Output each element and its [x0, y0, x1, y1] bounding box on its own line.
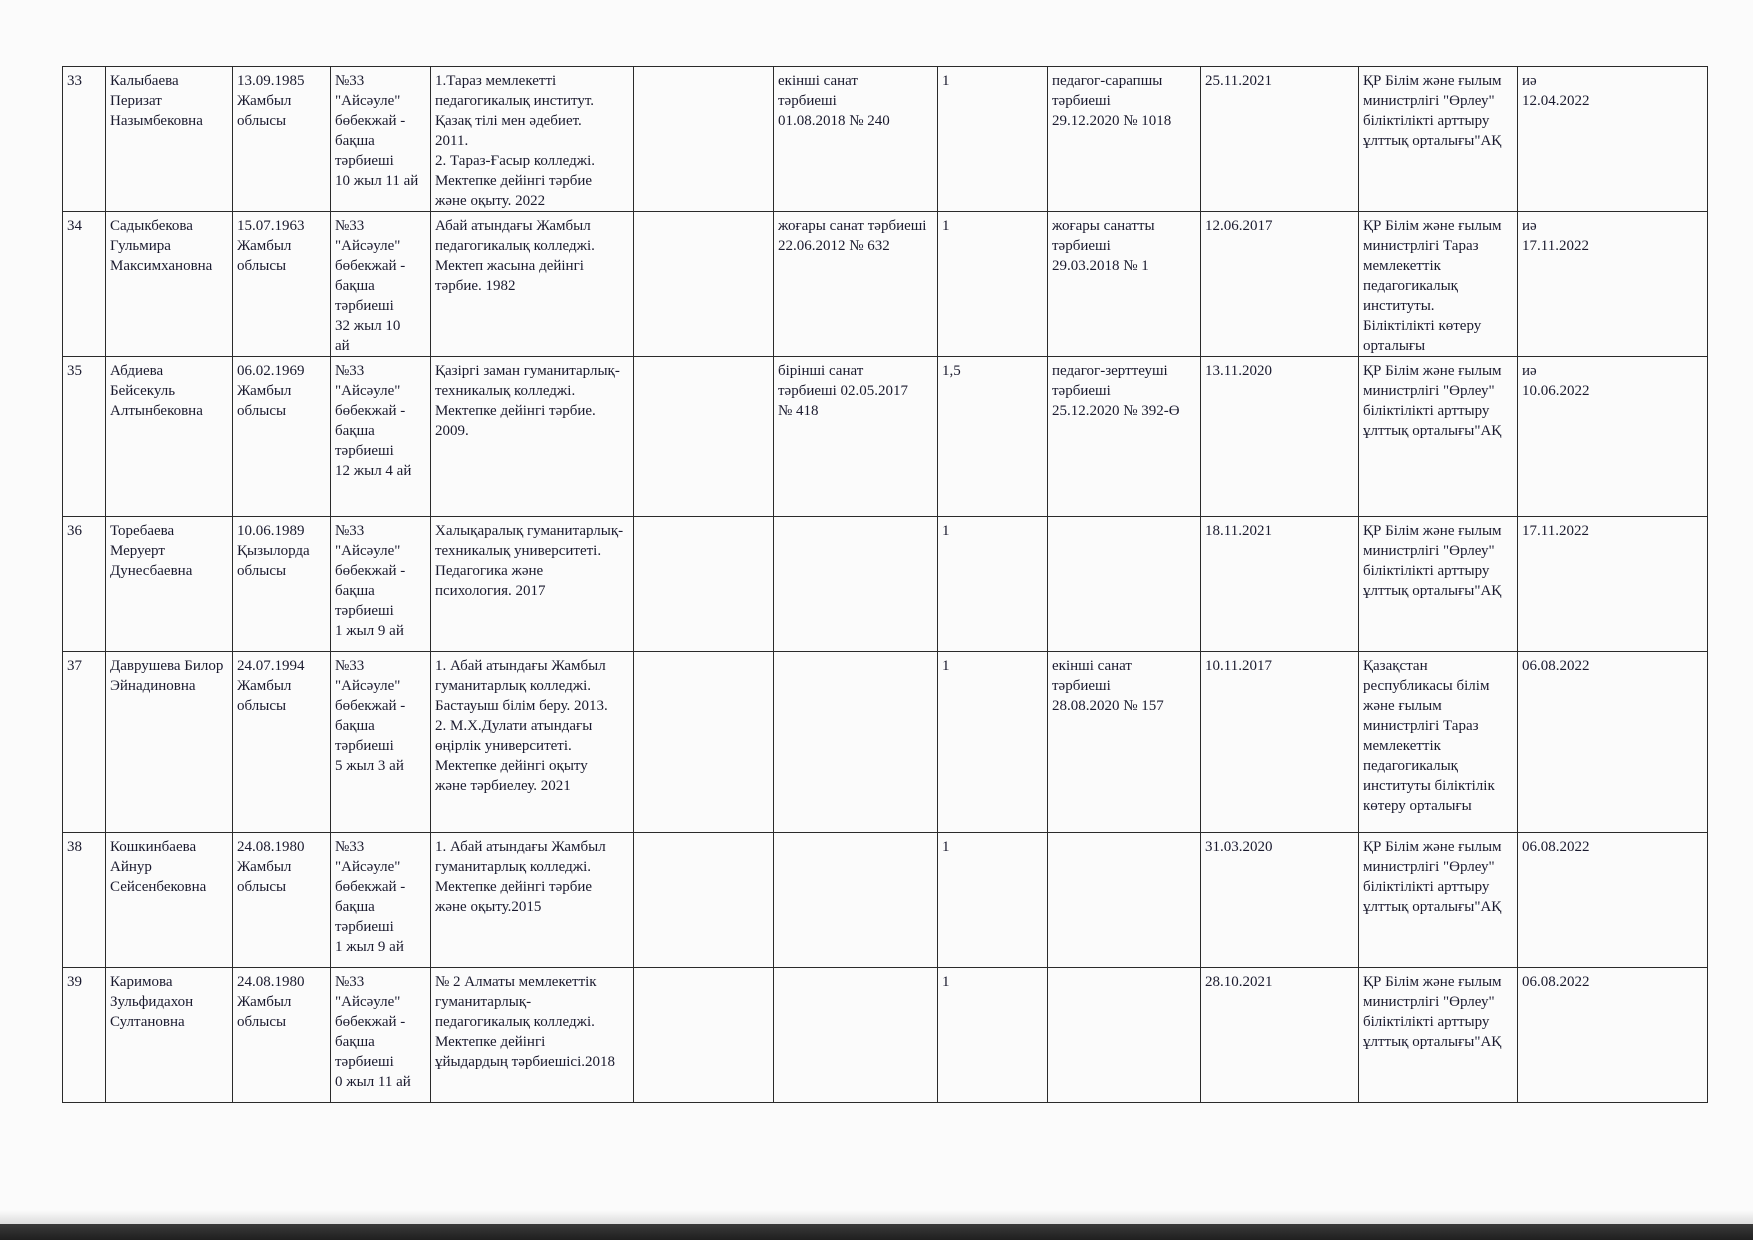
- table-row: [63, 968, 1708, 1103]
- course-provider: ҚР Білім және ғылым министрлігі "Өрлеу" біліктілікті арттыру ұлттық орталығы"АҚ: [1359, 357, 1518, 517]
- last-column: иә 10.06.2022: [1518, 357, 1708, 517]
- last-column: иә 12.04.2022: [1518, 67, 1708, 212]
- empty-cell: [634, 833, 774, 968]
- scanner-edge: [0, 1224, 1753, 1240]
- course-date: 25.11.2021: [1201, 67, 1359, 212]
- empty-cell: [634, 652, 774, 833]
- rate: 1: [938, 67, 1048, 212]
- full-name: Калыбаева Перизат Назымбековна: [106, 67, 233, 212]
- birth-date-region: 24.08.1980 Жамбыл облысы: [233, 833, 331, 968]
- education: 1. Абай атындағы Жамбыл гуманитарлық колледжі. Мектепке дейінгі тәрбие және оқыту.2015: [431, 833, 634, 968]
- last-column: 06.08.2022: [1518, 652, 1708, 833]
- qualification: педагог-сарапшы тәрбиеші 29.12.2020 № 1018: [1048, 67, 1201, 212]
- empty-cell: [634, 968, 774, 1103]
- last-column: 06.08.2022: [1518, 968, 1708, 1103]
- position-experience: №33 "Айсәуле" бөбекжай - бақша тәрбиеші 0 жыл 11 ай: [331, 968, 431, 1103]
- course-provider: ҚР Білім және ғылым министрлігі "Өрлеу" біліктілікті арттыру ұлттық орталығы"АҚ: [1359, 67, 1518, 212]
- row-number: 39: [63, 968, 106, 1103]
- position-experience: №33 "Айсәуле" бөбекжай - бақша тәрбиеші 5 жыл 3 ай: [331, 652, 431, 833]
- education: Абай атындағы Жамбыл педагогикалық колледжі. Мектеп жасына дейінгі тәрбие. 1982: [431, 212, 634, 357]
- birth-date-region: 24.08.1980 Жамбыл облысы: [233, 968, 331, 1103]
- course-provider: ҚР Білім және ғылым министрлігі "Өрлеу" біліктілікті арттыру ұлттық орталығы"АҚ: [1359, 517, 1518, 652]
- education: Қазіргі заман гуманитарлық- техникалық колледжі. Мектепке дейінгі тәрбие. 2009.: [431, 357, 634, 517]
- full-name: Садыкбекова Гульмира Максимхановна: [106, 212, 233, 357]
- table-row: [63, 517, 1708, 652]
- empty-cell: [634, 212, 774, 357]
- position-experience: №33 "Айсәуле" бөбекжай - бақша тәрбиеші 12 жыл 4 ай: [331, 357, 431, 517]
- full-name: Абдиева Бейсекуль Алтынбековна: [106, 357, 233, 517]
- last-column: иә 17.11.2022: [1518, 212, 1708, 357]
- education: Халықаралық гуманитарлық- техникалық университеті. Педагогика және психология. 2017: [431, 517, 634, 652]
- table-row: [63, 212, 1708, 357]
- position-experience: №33 "Айсәуле" бөбекжай - бақша тәрбиеші 1 жыл 9 ай: [331, 517, 431, 652]
- course-provider: ҚР Білім және ғылым министрлігі "Өрлеу" біліктілікті арттыру ұлттық орталығы"АҚ: [1359, 833, 1518, 968]
- table-row: [63, 652, 1708, 833]
- last-column: 06.08.2022: [1518, 833, 1708, 968]
- category: екінші санат тәрбиеші 01.08.2018 № 240: [774, 67, 938, 212]
- full-name: Кошкинбаева Айнур Сейсенбековна: [106, 833, 233, 968]
- scanner-shadow: [0, 1210, 1753, 1224]
- education: 1. Абай атындағы Жамбыл гуманитарлық колледжі. Бастауыш білім беру. 2013. 2. М.Х.Дулати атындағы өңірлік университеті. Мектепке дейінгі оқыту және тәрбиелеу. 2021: [431, 652, 634, 833]
- row-number: 37: [63, 652, 106, 833]
- category: [774, 652, 938, 833]
- course-date: 31.03.2020: [1201, 833, 1359, 968]
- rate: 1: [938, 968, 1048, 1103]
- category: [774, 833, 938, 968]
- row-number: 34: [63, 212, 106, 357]
- rate: 1: [938, 517, 1048, 652]
- empty-cell: [634, 517, 774, 652]
- qualification: педагог-зерттеуші тәрбиеші 25.12.2020 № 392-Ө: [1048, 357, 1201, 517]
- position-experience: №33 "Айсәуле" бөбекжай - бақша тәрбиеші 10 жыл 11 ай: [331, 67, 431, 212]
- staff-table: [62, 66, 1708, 1103]
- course-provider: ҚР Білім және ғылым министрлігі Тараз мемлекеттік педагогикалық институты. Біліктілікті көтеру орталығы: [1359, 212, 1518, 357]
- qualification: екінші санат тәрбиеші 28.08.2020 № 157: [1048, 652, 1201, 833]
- birth-date-region: 15.07.1963 Жамбыл облысы: [233, 212, 331, 357]
- category: [774, 968, 938, 1103]
- category: [774, 517, 938, 652]
- table-row: [63, 357, 1708, 517]
- course-provider: ҚР Білім және ғылым министрлігі "Өрлеу" біліктілікті арттыру ұлттық орталығы"АҚ: [1359, 968, 1518, 1103]
- qualification: жоғары санатты тәрбиеші 29.03.2018 № 1: [1048, 212, 1201, 357]
- last-column: 17.11.2022: [1518, 517, 1708, 652]
- course-date: 13.11.2020: [1201, 357, 1359, 517]
- birth-date-region: 13.09.1985 Жамбыл облысы: [233, 67, 331, 212]
- birth-date-region: 24.07.1994 Жамбыл облысы: [233, 652, 331, 833]
- course-provider: Қазақстан республикасы білім және ғылым министрлігі Тараз мемлекеттік педагогикалық институты біліктілік көтеру орталығы: [1359, 652, 1518, 833]
- qualification: [1048, 833, 1201, 968]
- full-name: Даврушева Билор Эйнадиновна: [106, 652, 233, 833]
- course-date: 12.06.2017: [1201, 212, 1359, 357]
- empty-cell: [634, 67, 774, 212]
- table-row: [63, 833, 1708, 968]
- rate: 1: [938, 212, 1048, 357]
- course-date: 10.11.2017: [1201, 652, 1359, 833]
- education: 1.Тараз мемлекетті педагогикалық институт. Қазақ тілі мен әдебиет. 2011. 2. Тараз-Ғасыр колледжі. Мектепке дейінгі тәрбие және оқыту. 2022: [431, 67, 634, 212]
- position-experience: №33 "Айсәуле" бөбекжай - бақша тәрбиеші 1 жыл 9 ай: [331, 833, 431, 968]
- empty-cell: [634, 357, 774, 517]
- full-name: Торебаева Меруерт Дунесбаевна: [106, 517, 233, 652]
- row-number: 33: [63, 67, 106, 212]
- birth-date-region: 06.02.1969 Жамбыл облысы: [233, 357, 331, 517]
- rate: 1,5: [938, 357, 1048, 517]
- row-number: 38: [63, 833, 106, 968]
- course-date: 18.11.2021: [1201, 517, 1359, 652]
- row-number: 35: [63, 357, 106, 517]
- full-name: Каримова Зульфидахон Султановна: [106, 968, 233, 1103]
- table-row: [63, 67, 1708, 212]
- course-date: 28.10.2021: [1201, 968, 1359, 1103]
- position-experience: №33 "Айсәуле" бөбекжай - бақша тәрбиеші 32 жыл 10 ай: [331, 212, 431, 357]
- birth-date-region: 10.06.1989 Қызылорда облысы: [233, 517, 331, 652]
- qualification: [1048, 968, 1201, 1103]
- category: бірінші санат тәрбиеші 02.05.2017 № 418: [774, 357, 938, 517]
- row-number: 36: [63, 517, 106, 652]
- qualification: [1048, 517, 1201, 652]
- education: № 2 Алматы мемлекеттік гуманитарлық- педагогикалық колледжі. Мектепке дейінгі ұйыдардың тәрбиешісі.2018: [431, 968, 634, 1103]
- rate: 1: [938, 833, 1048, 968]
- category: жоғары санат тәрбиеші 22.06.2012 № 632: [774, 212, 938, 357]
- rate: 1: [938, 652, 1048, 833]
